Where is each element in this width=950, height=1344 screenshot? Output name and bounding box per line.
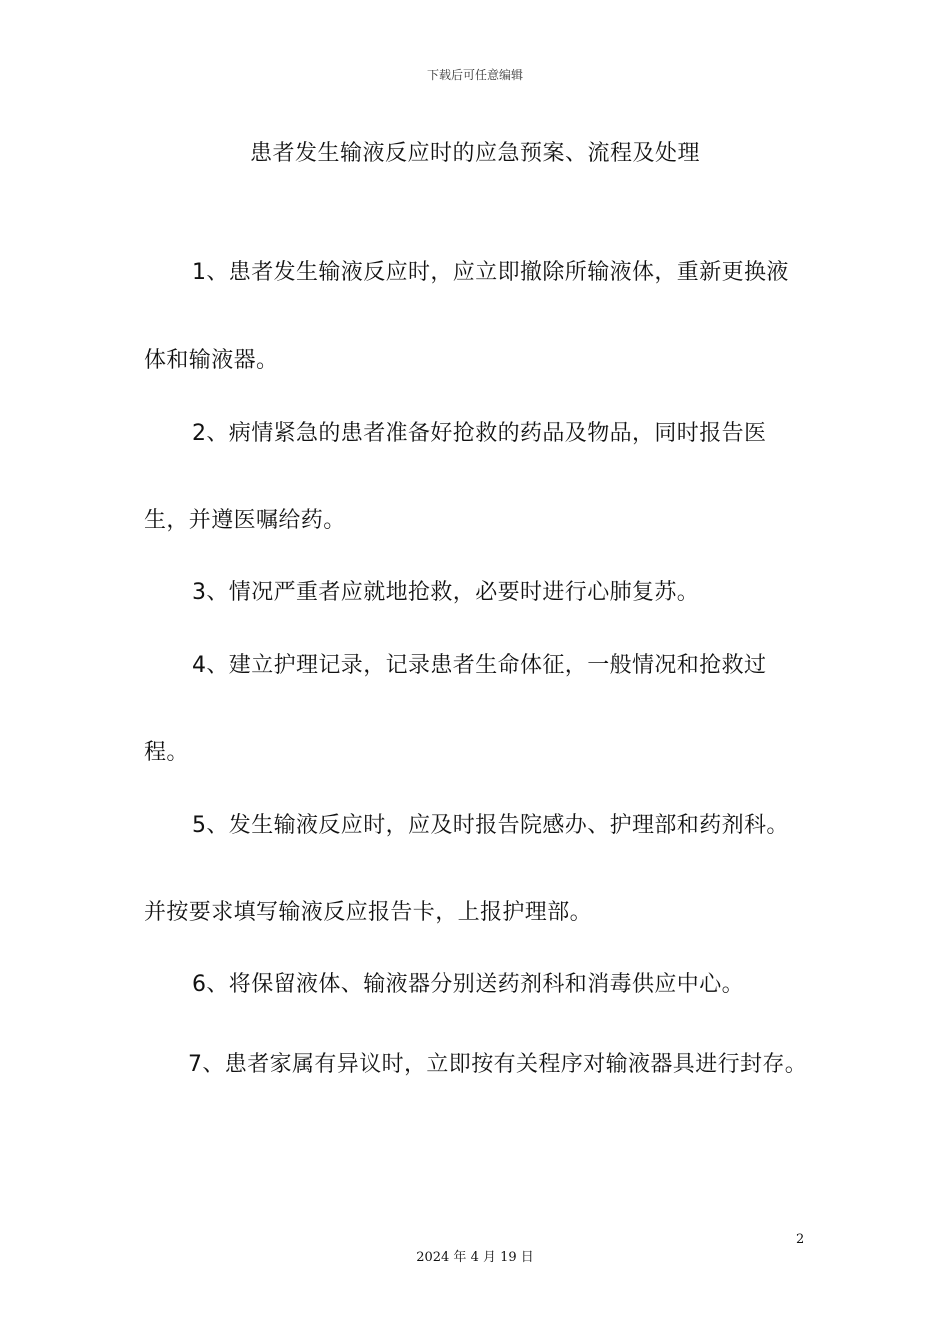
paragraph-5-line-2: 并按要求填写输液反应报告卡，上报护理部。	[144, 900, 593, 925]
document-title: 患者发生输液反应时的应急预案、流程及处理	[249, 141, 700, 166]
paragraph-4-line-1: 4、建立护理记录，记录患者生命体征，一般情况和抢救过	[192, 653, 767, 678]
paragraph-7-line-1: 7、患者家属有异议时，立即按有关程序对输液器具进行封存。	[188, 1052, 808, 1077]
paragraph-4-line-2: 程。	[144, 740, 189, 765]
paragraph-2-line-1: 2、病情紧急的患者准备好抢救的药品及物品，同时报告医	[192, 421, 767, 446]
page-number: 2	[796, 1232, 805, 1247]
paragraph-1-line-1: 1、患者发生输液反应时，应立即撤除所输液体，重新更换液	[192, 260, 789, 285]
paragraph-3-line-1: 3、情况严重者应就地抢救，必要时进行心肺复苏。	[192, 580, 700, 605]
paragraph-6-line-1: 6、将保留液体、输液器分别送药剂科和消毒供应中心。	[192, 972, 744, 997]
paragraph-5-line-1: 5、发生输液反应时，应及时报告院感办、护理部和药剂科。	[192, 813, 789, 838]
paragraph-2-line-2: 生，并遵医嘱给药。	[144, 508, 346, 533]
footer-date: 2024 年 4 月 19 日	[416, 1250, 534, 1265]
paragraph-1-line-2: 体和输液器。	[144, 348, 279, 373]
header-note: 下载后可任意编辑	[426, 68, 523, 82]
